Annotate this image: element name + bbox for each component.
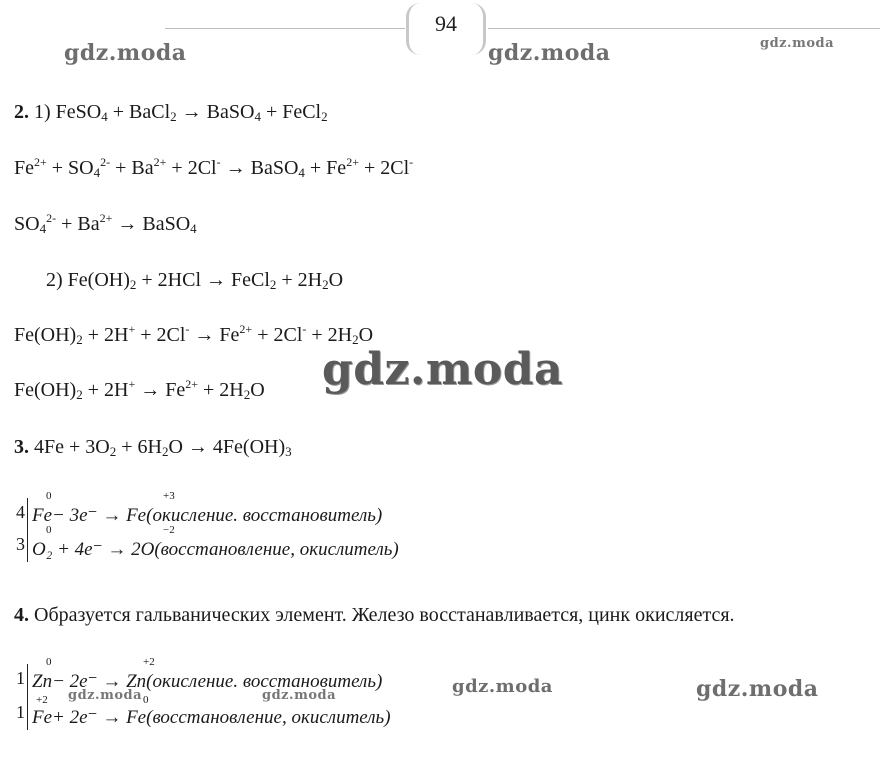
header-rule-right (488, 28, 880, 29)
watermark: gdz.moda (322, 344, 564, 395)
balance-coefficient: 1 (16, 702, 25, 722)
half-reaction: Fe− 3e⁻ → Fe(окисление. восстановитель) (32, 505, 383, 526)
task3-number: 3. (14, 436, 29, 458)
watermark: gdz.moda (488, 40, 611, 66)
watermark: gdz.moda (760, 36, 835, 51)
task2-line2: $Fe^{2+} + SO_4^{2-} + Ba^{2+} + 2Cl^-$ → BaSO$_4$ + $Fe^{2+} + 2Cl^-$ (14, 155, 414, 180)
half-reaction: Fe+ 2e⁻ → Fe(восстановление, окислитель) (32, 707, 391, 728)
task3-line1: 3. $4Fe + 3O_2 + 6H_2O \to 4Fe(OH)_3$ (14, 436, 292, 459)
balance-bar (27, 664, 28, 730)
oxidation-state: +3 (163, 490, 175, 502)
oxidation-state: −2 (163, 524, 175, 536)
watermark: gdz.moda (452, 676, 553, 697)
task2-line3: $SO_4^{2-} + Ba^{2+}$ → BaSO$_4$ (14, 211, 197, 236)
task4-electron-balance (16, 658, 456, 732)
watermark: gdz.moda (262, 688, 337, 703)
task2-number: 2. (14, 101, 29, 123)
task2-line4: 2) $Fe(OH)_2 + 2HCl$ → FeCl$_2$ + $2H_2O$ (46, 269, 344, 292)
task2-line5: $Fe(OH)_2 + 2H^+ + 2Cl^- \to Fe^{2+} + 2Cl^- + 2H_2O$ (14, 322, 374, 347)
half-reaction: O₂ + 4e⁻ → 2O(восстановление, окислитель) (32, 539, 399, 560)
oxidation-state: 0 (46, 656, 52, 668)
page-number: 94 (435, 11, 457, 36)
task2-line6: $Fe(OH)_2 + 2H^+ \to Fe^{2+} + 2H_2O$ (14, 377, 265, 402)
oxidation-state: +2 (36, 694, 48, 706)
page-number-frame (406, 3, 486, 55)
oxidation-state: +2 (143, 656, 155, 668)
watermark: gdz.moda (64, 40, 187, 66)
watermark: gdz.moda (68, 688, 143, 703)
oxidation-state: 0 (46, 524, 52, 536)
task4-line1: 4. Образуется гальванических элемент. Железо восстанавливается, цинк окисляется. (14, 604, 735, 626)
task4-number: 4. (14, 604, 29, 626)
balance-coefficient: 1 (16, 668, 25, 688)
half-reaction: Zn− 2e⁻ → Zn(окисление. восстановитель) (32, 671, 383, 692)
balance-coefficient: 4 (16, 502, 25, 522)
watermark: gdz.moda (696, 676, 819, 702)
task3-electron-balance (16, 490, 456, 564)
task2-line1: 2. 1) FeSO$_4$ + BaCl$_2$ → BaSO$_4$ + FeCl$_2$ (14, 101, 328, 124)
balance-bar (27, 498, 28, 562)
oxidation-state: 0 (46, 490, 52, 502)
header-rule-left (165, 28, 405, 29)
balance-coefficient: 3 (16, 534, 25, 554)
oxidation-state: 0 (143, 694, 149, 706)
